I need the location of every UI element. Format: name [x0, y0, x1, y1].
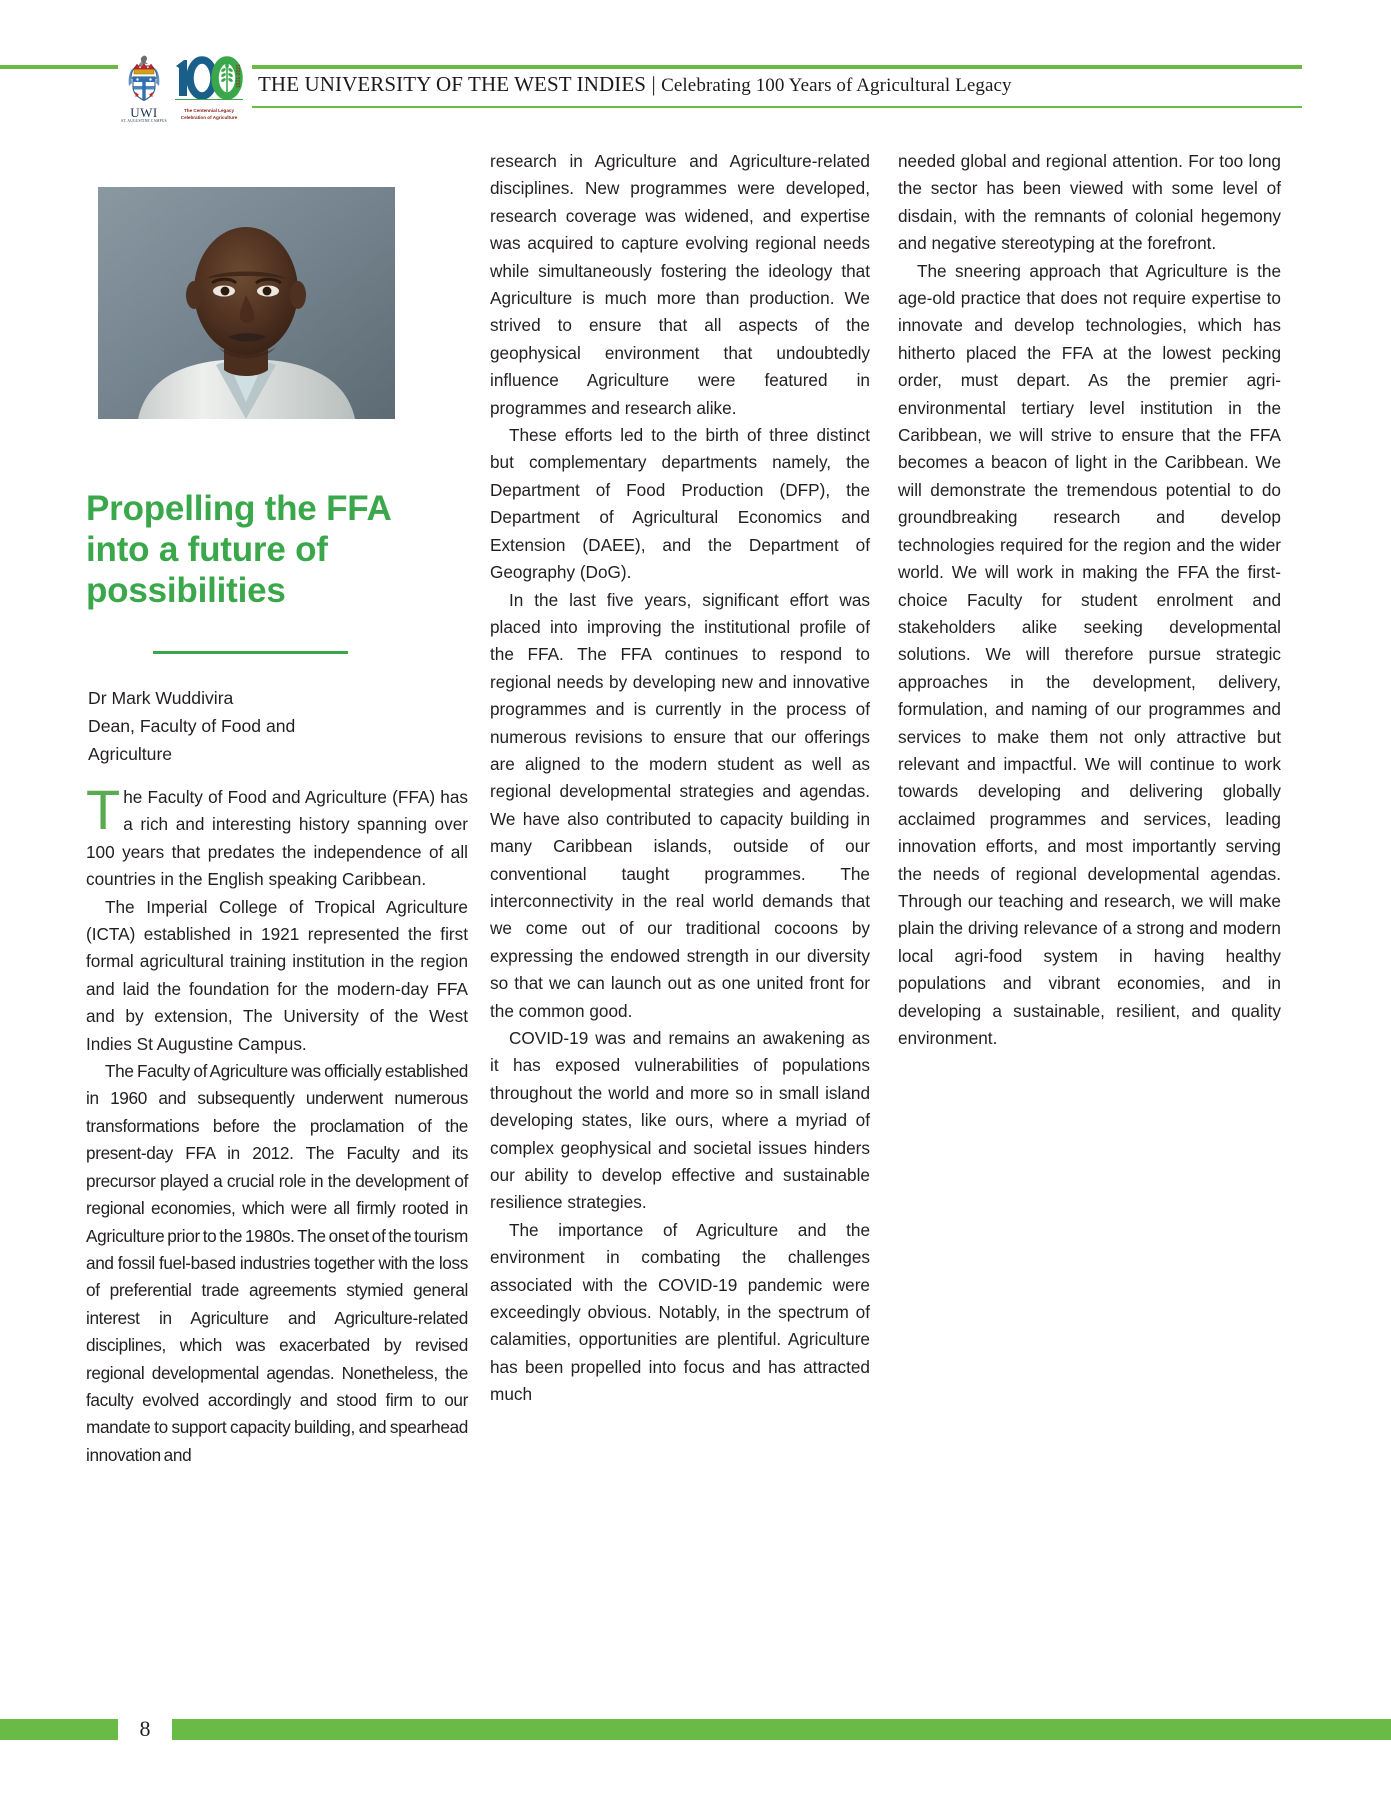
page-header: [0, 60, 1391, 130]
centennial-100-icon: [172, 56, 246, 102]
paragraph-text: The Faculty of Agriculture was officially established in 1960 and subsequently underwent numerous transformations before the proclamation of the present-day FFA in 2012. The Faculty and its precursor played a crucial role in the development of regional economies, which were all firmly rooted in Agriculture prior to the 1980s. The onset of the tourism and fossil fuel-based industries together with the loss of preferential trade agreements stymied general interest in Agriculture and Agriculture-related disciplines, which was exacerbated by revised regional developmental agendas. Nonetheless, the faculty evolved accordingly and stood firm to our mandate to support capacity building, and spearhead innovation and: [86, 1061, 468, 1465]
paragraph: [490, 422, 870, 586]
paragraph-text: These efforts led to the birth of three distinct but complementary departments namely, the Department of Food Production (DFP), the Department of Agricultural Economics and Extension (DAEE), and the Department of Geography (DoG).: [490, 425, 870, 583]
body-column-2: [490, 148, 870, 1409]
centennial-100-logo: [172, 56, 246, 130]
header-rule-left: [0, 65, 118, 69]
paragraph: [86, 894, 468, 1058]
paragraph: [490, 1025, 870, 1217]
author-role-line-1: Dean, Faculty of Food and: [88, 716, 296, 736]
paragraph-text: needed global and regional attention. For too long the sector has been viewed with some level of disdain, with the remnants of colonial hegemony and negative stereotyping at the forefront.: [898, 151, 1281, 254]
body-column-3: [898, 148, 1281, 1052]
crest-label: UWI: [130, 105, 158, 120]
header-title-main: THE UNIVERSITY OF THE WEST INDIES: [258, 72, 647, 96]
paragraph: [490, 148, 870, 422]
footer-bar-right: [172, 1719, 1391, 1740]
uwi-crest-icon: [124, 53, 164, 105]
logo-years-text: 1921-2021: [236, 64, 242, 88]
logo-caption-line1: The Centennial Legacy: [183, 108, 235, 113]
paragraph: [86, 778, 468, 894]
body-column-1: [86, 778, 468, 1469]
article-title-line-2: into a future of: [86, 530, 328, 569]
crest-sublabel: ST. AUGUSTINE CAMPUS: [121, 119, 167, 123]
footer-bar-left: [0, 1719, 118, 1740]
portrait-image: [98, 187, 395, 419]
paragraph-text: The sneering approach that Agriculture is the age-old practice that does not require expertise to innovate and develop technologies, which has hitherto placed the FFA at the lowest pecking order, must depart. As the premier agri-environmental tertiary level institution in the Caribbean, we will strive to ensure that the FFA becomes a beacon of light in the Caribbean. We will demonstrate the tremendous potential to do groundbreaking research and develop technologies required for the region and the wider world. We will work in making the FFA the first-choice Faculty for student enrolment and stakeholders alike seeking developmental solutions. We will therefore pursue strategic approaches in the development, delivery, formulation, and naming of our programmes and services to make them not only attractive but relevant and impactful. We will continue to work towards developing and delivering globally acclaimed programmes and services, leading innovation efforts, and most importantly serving the needs of regional developmental agendas. Through our teaching and research, we will make plain the driving relevance of a strong and modern local agri-food system in having healthy populations and vibrant economies, and in developing a sustainable, resilient, and quality environment.: [898, 260, 1281, 1048]
paragraph-text: COVID-19 was and remains an awakening as it has exposed vulnerabilities of populations throughout the world and more so in small island developing states, like ours, where a myriad of complex geophysical and societal issues hinders our ability to develop effective and sustainable resilience strategies.: [490, 1028, 870, 1213]
article-title-line-1: Propelling the FFA: [86, 489, 392, 528]
header-rule-right-bottom: [252, 106, 1302, 108]
paragraph-text: he Faculty of Food and Agriculture (FFA) has a rich and interesting history spanning over 100 years that predates the independence of all countries in the English speaking Caribbean.: [86, 787, 468, 890]
paragraph: [490, 587, 870, 1026]
paragraph-text: The Imperial College of Tropical Agriculture (ICTA) established in 1921 represented the first formal agricultural training institution in the region and laid the foundation for the modern-day FFA and by extension, The University of the West Indies St Augustine Campus.: [86, 896, 468, 1054]
header-running-title: [258, 72, 1012, 97]
author-byline: [88, 684, 448, 768]
paragraph: [898, 258, 1281, 1053]
paragraph: [898, 148, 1281, 258]
paragraph: [490, 1217, 870, 1409]
article-title-line-3: possibilities: [86, 571, 286, 610]
logo-caption-line2: Celebration of Agriculture: [180, 115, 238, 121]
uwi-crest-logo: [120, 53, 168, 131]
article-title: [86, 488, 456, 611]
author-portrait-photo: [98, 187, 395, 419]
author-role-line-2: Agriculture: [88, 744, 173, 764]
header-title-sub: Celebrating 100 Years of Agricultural Legacy: [661, 75, 1012, 96]
paragraph-text: research in Agriculture and Agriculture-related disciplines. New programmes were developed, research coverage was widened, and expertise was acquired to capture evolving regional needs while simultaneously fostering the ideology that Agriculture is much more than production. We strived to ensure that all aspects of the geophysical environment that undoubtedly influence Agriculture were featured in programmes and research alike.: [490, 151, 870, 418]
paragraph: [86, 1058, 468, 1469]
paragraph-text: The importance of Agriculture and the environment in combating the challenges associated with the COVID-19 pandemic were exceedingly obvious. Notably, in the spectrum of calamities, opportunities are plentiful. Agriculture has been propelled into focus and has attracted much: [490, 1219, 870, 1405]
author-name: Dr Mark Wuddivira: [88, 688, 234, 708]
header-rule-right-top: [252, 65, 1302, 69]
page-number: 8: [139, 1716, 151, 1741]
page-footer: [0, 1716, 1391, 1741]
paragraph-text: In the last five years, significant effort was placed into improving the institutional profile of the FFA. The FFA continues to respond to regional needs by developing new and innovative programmes and is currently in the process of numerous revisions to ensure that our offerings are aligned to the modern student as well as regional developmental strategies and agendas. We have also contributed to capacity building in many Caribbean islands, outside of our conventional taught programmes. The interconnectivity in the real world demands that we come out of our traditional cocoons by expressing the endowed strength in our diversity so that we can launch out as one united front for the common good.: [490, 589, 870, 1021]
drop-cap: T: [86, 778, 121, 841]
title-divider-rule: [153, 651, 348, 654]
header-title-separator: |: [651, 72, 656, 96]
